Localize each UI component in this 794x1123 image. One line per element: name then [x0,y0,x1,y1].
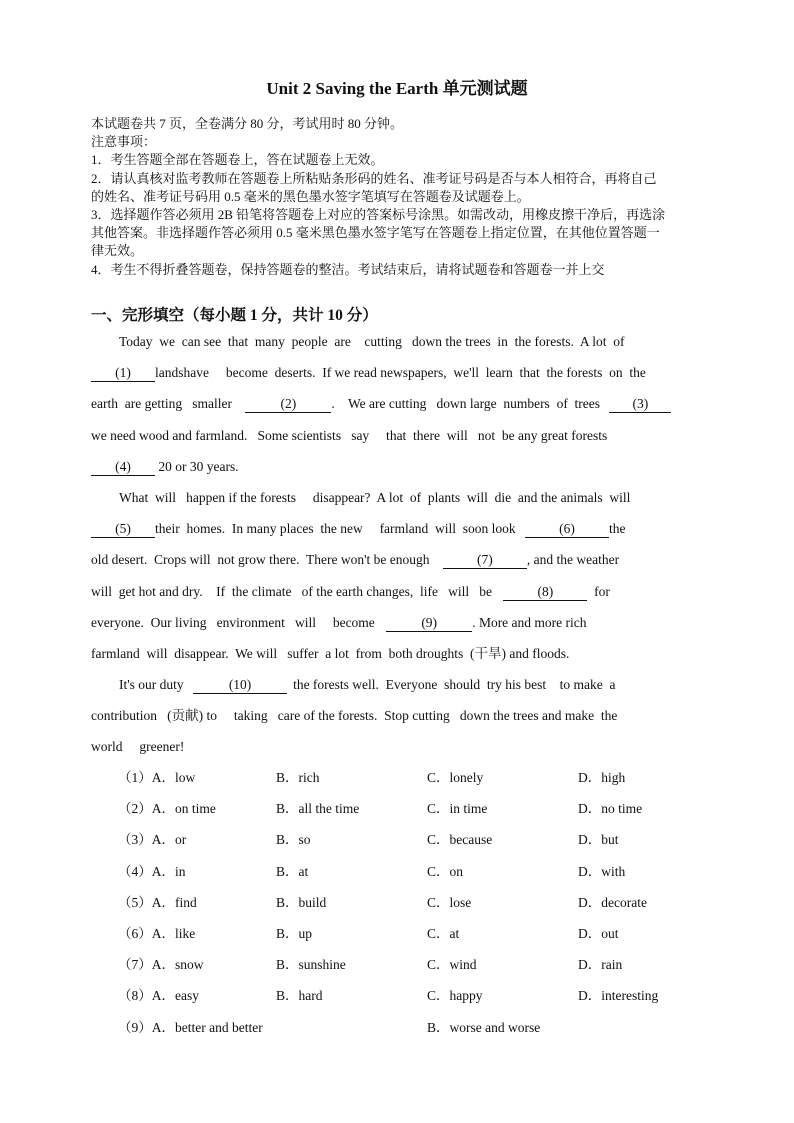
passage-text: will get hot and dry. If the climate of the earth changes, life will be [91,583,492,599]
passage-text: , and the weather [526,552,620,568]
option-c[interactable]: C．lonely [427,770,484,785]
option-a[interactable]: （4）A．in [118,863,186,879]
option-c[interactable]: C．wind [427,957,477,973]
passage-text: What will happen if the forests disappear? A lot of plants will die and the animals will [119,489,631,505]
notice-item-4: 4．考生不得折叠答题卷，保持答题卷的整洁。考试结束后，请将试题卷和答题卷一并上交 [91,261,605,277]
passage-line [91,674,711,705]
passage-text: landshave become deserts. If we read newspapers, we'll learn that the forests on the [155,365,646,381]
passage-text: for [587,583,610,599]
option-row-7 [118,955,718,986]
option-b[interactable]: B．rich [276,770,320,785]
option-d[interactable]: D．decorate [578,894,647,910]
passage-text: their homes. In many places the new farmland will soon look [155,521,516,537]
notice-heading: 注意事项： [91,134,157,150]
option-row-5 [118,893,718,924]
passage-text: old desert. Crops will not grow there. There won't be enough [91,552,430,568]
blank-6[interactable]: (6) [525,521,609,538]
passage-line [91,549,711,580]
passage-line [91,736,711,767]
passage-line [91,643,711,674]
notice-item-1: 1．考生答题全部在答题卷上，答在试题卷上无效。 [91,152,384,168]
passage-line [91,487,711,518]
option-b[interactable]: B．sunshine [276,957,346,973]
passage-text: earth are getting smaller [91,396,232,412]
option-d[interactable]: D．with [578,863,626,879]
option-row-2 [118,799,718,830]
blank-5[interactable]: (5) [91,521,155,538]
option-a[interactable]: （1）A．low [118,770,196,785]
passage-line [91,705,711,736]
option-c[interactable]: C．happy [427,988,483,1004]
passage-text: everyone. Our living environment will become [91,614,375,630]
blank-8[interactable]: (8) [503,584,587,601]
option-a[interactable]: （8）A．easy [118,988,199,1004]
passage-line [91,331,711,362]
option-row-9 [118,1018,718,1049]
option-b[interactable]: B．worse and worse [427,1019,541,1035]
notice-intro: 本试题卷共 7 页，全卷满分 80 分，考试用时 80 分钟。 [91,116,404,131]
passage-line [91,393,711,424]
section-heading: 一、完形填空（每小题 1 分，共计 10 分） [91,307,378,324]
notice-item-3b: 其他答案。非选择题作答必须用 0.5 毫米黑色墨水签字笔写在答题卷上指定位置，在其他位置答题一 [91,225,660,241]
notice-item-3c: 律无效。 [91,243,144,259]
option-a[interactable]: （2）A．on time [118,801,216,817]
passage-text: . We are cutting down large numbers of trees [331,396,601,412]
option-c[interactable]: C．lose [427,894,472,910]
passage-text: we need wood and farmland. Some scientists say that there will not be any great forests [91,427,608,443]
passage-text: the forests well. Everyone should try his best to make a [293,677,616,693]
passage-line [91,612,711,643]
blank-4[interactable]: (4) [91,459,155,476]
blank-9[interactable]: (9) [386,615,472,632]
notice-item-3a: 3．选择题作答必须用 2B 铅笔将答题卷上对应的答案标号涂黑。如需改动，用橡皮擦干净后，再选涂 [91,207,666,223]
option-a[interactable]: （6）A．like [118,925,196,941]
blank-3[interactable]: (3) [609,396,671,413]
blank-7[interactable]: (7) [443,552,527,569]
passage-line [91,581,711,612]
passage-text: 20 or 30 years. [155,458,239,474]
option-a[interactable]: （5）A．find [118,894,197,910]
cloze-passage [91,331,711,768]
option-a[interactable]: （9）A．better and better [118,1019,263,1035]
blank-1[interactable]: (1) [91,365,155,382]
passage-text: Today we can see that many people are cutting down the trees in the forests. A lot of [119,334,625,349]
option-d[interactable]: D．rain [578,957,623,973]
exam-notice [91,115,711,279]
option-c[interactable]: C．because [427,832,493,848]
option-b[interactable]: B．up [276,925,313,941]
blank-2[interactable]: (2) [245,396,331,413]
option-c[interactable]: C．on [427,863,464,879]
passage-text: the [609,521,626,537]
option-row-8 [118,986,718,1017]
option-row-3 [118,830,718,861]
option-b[interactable]: B．so [276,832,311,848]
passage-line [91,456,711,487]
option-row-1 [118,768,718,799]
passage-line [91,362,711,393]
passage-text: contribution (贡献) to taking care of the forests. Stop cutting down the trees and make the [91,708,618,724]
option-b[interactable]: B．at [276,863,309,879]
option-a[interactable]: （7）A．snow [118,957,204,973]
page-title: Unit 2 Saving the Earth 单元测试题 [266,79,528,98]
passage-text: farmland will disappear. We will suffer a lot from both droughts (干旱) and floods. [91,645,570,661]
option-d[interactable]: D．no time [578,801,643,817]
passage-line [91,518,711,549]
passage-text: world greener! [91,739,185,755]
notice-item-2a: 2．请认真核对监考教师在答题卷上所粘贴条形码的姓名、准考证号码是否与本人相符合，再将自己 [91,170,657,186]
option-c[interactable]: C．at [427,925,460,941]
option-b[interactable]: B．all the time [276,801,360,817]
option-d[interactable]: D．but [578,832,619,848]
passage-text: It's our duty [119,677,184,693]
option-row-6 [118,924,718,955]
option-row-4 [118,862,718,893]
option-c[interactable]: C．in time [427,801,488,817]
notice-item-2b: 的姓名、准考证号码用 0.5 毫米的黑色墨水签字笔填写在答题卷及试题卷上。 [91,188,530,204]
option-b[interactable]: B．hard [276,988,323,1004]
passage-line [91,425,711,456]
passage-text: . More and more rich [472,614,587,630]
option-d[interactable]: D．high [578,770,626,785]
option-d[interactable]: D．out [578,925,619,941]
blank-10[interactable]: (10) [193,677,287,694]
option-d[interactable]: D．interesting [578,988,659,1004]
option-a[interactable]: （3）A．or [118,832,187,848]
option-b[interactable]: B．build [276,894,327,910]
answer-options [118,768,718,1049]
